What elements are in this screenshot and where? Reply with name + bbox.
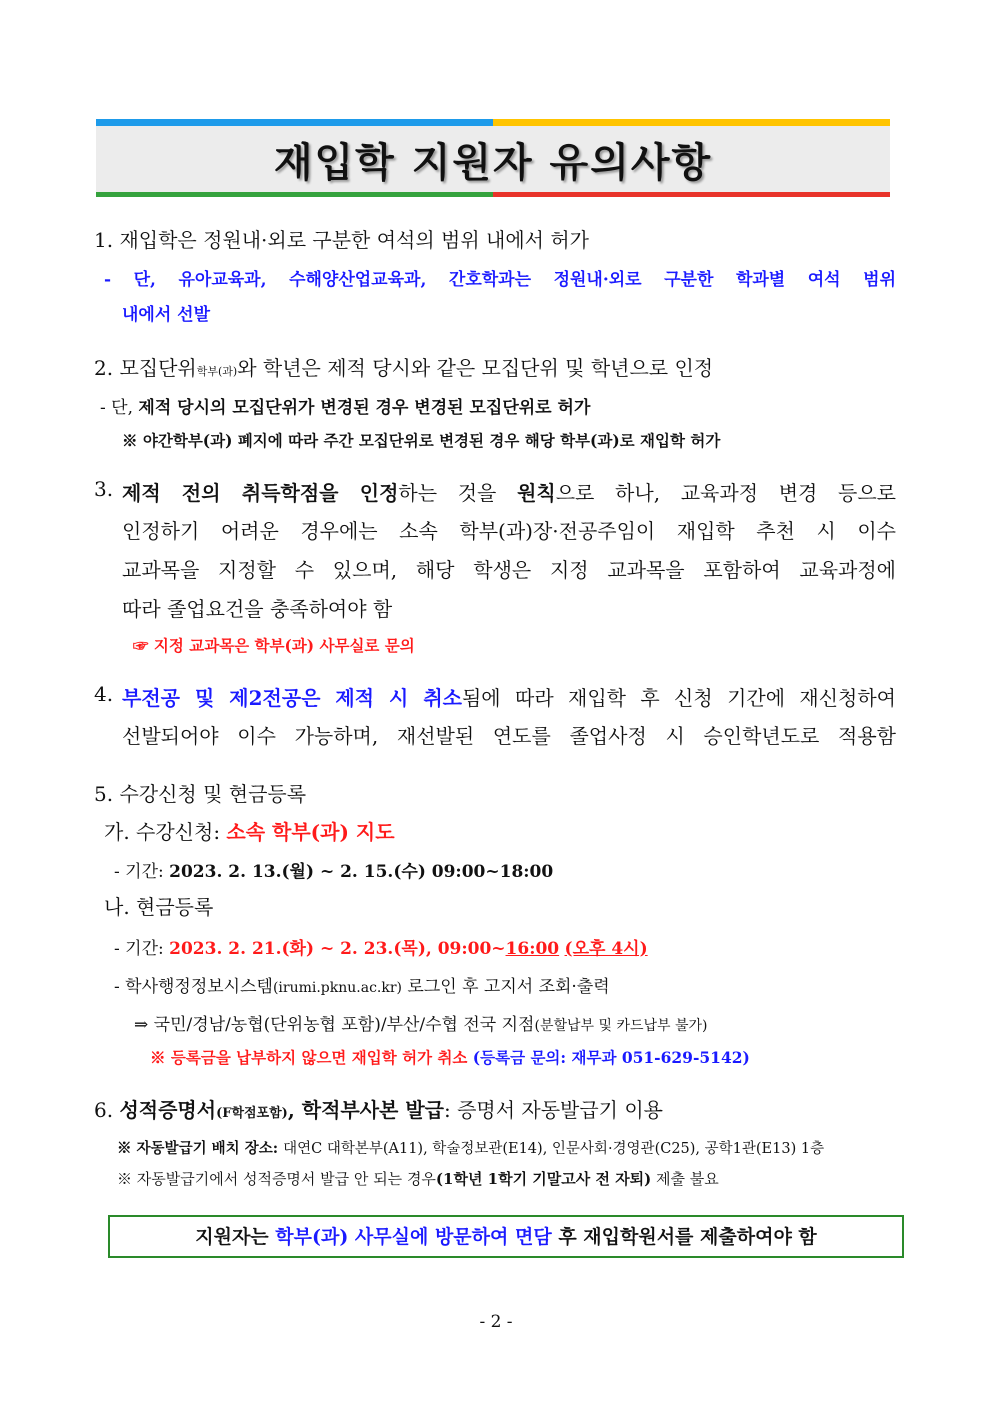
- section-3-text2: 으로 하나, 교육과정 변경 등으로: [555, 481, 896, 505]
- section-4-num: 4.: [94, 682, 114, 706]
- section-4-blue: 부전공 및 제2전공은 제적 시 취소: [122, 686, 462, 710]
- section-3-bold2: 원칙: [517, 481, 556, 505]
- section-5-heading: 5. 수강신청 및 현금등록: [94, 782, 307, 806]
- section-6-note1: [117, 1137, 824, 1158]
- section-5-na-period-a: 2023. 2. 21.(화) ~ 2. 23.(목), 09:00~: [169, 939, 506, 959]
- section-6-bold2: , 학적부사본 발급: [287, 1098, 444, 1122]
- section-5-na-period-label: - 기간:: [114, 939, 170, 959]
- section-4-line2: 선발되어야 이수 가능하며, 재선발된 연도를 졸업사정 시 승인학년도로 적용함: [122, 724, 896, 748]
- section-4-text1: 됨에 따라 재입학 후 신청 기간에 재신청하여: [461, 686, 896, 710]
- accent-bar-yellow: [493, 119, 890, 126]
- section-6-note1-text: 대연C 대학본부(A11), 학술정보관(E14), 인문사회·경영관(C25), 공학1관(E13) 1층: [283, 1141, 825, 1157]
- section-3-line4: 따라 졸업요건을 충족하여야 함: [122, 597, 393, 621]
- section-3-bold1: 제적 전의 취득학점을 인정: [122, 481, 399, 505]
- section-5-ga-period: [114, 857, 553, 882]
- page-title: 재입학 지원자 유의사항: [273, 140, 713, 186]
- section-5-banks-a: ⇒ 국민/경남/농협(단위농협 포함)/부산/수협 전국 지점: [134, 1015, 535, 1035]
- section-3-text1: 하는 것을: [398, 481, 518, 505]
- section-1-heading: 1. 재입학은 정원내·외로 구분한 여석의 범위 내에서 허가: [94, 228, 589, 252]
- section-5-banks-b: (분할납부 및 카드납부 불가): [534, 1018, 708, 1034]
- page-number: - 2 -: [479, 1312, 513, 1332]
- section-5-ga-period-label: - 기간:: [114, 862, 170, 882]
- section-6-note2-b: 제출 불요: [651, 1170, 719, 1188]
- section-6-heading: [94, 1094, 663, 1123]
- section-5-warning-red: ※ 등록금을 납부하지 않으면 재입학 허가 취소: [150, 1048, 473, 1067]
- section-5-ga-label: 가. 수강신청:: [104, 820, 227, 844]
- section-1-note-line2: 내에서 선발: [122, 305, 211, 325]
- section-3-line3: 교과목을 지정할 수 있으며, 해당 학생은 지정 교과목을 포함하여 교육과정에: [122, 558, 896, 582]
- section-6-num: 6.: [94, 1098, 120, 1122]
- section-2-note: [100, 393, 590, 418]
- section-6-note1-bold: ※ 자동발급기 배치 장소:: [117, 1140, 284, 1157]
- section-5-warning-blue: (등록금 문의: 재무과 051-629-5142): [472, 1048, 750, 1067]
- section-5-ga-period-value: 2023. 2. 13.(월) ~ 2. 15.(수) 09:00~18:00: [169, 862, 554, 882]
- section-5-na-period-b: 16:00: [505, 939, 560, 959]
- section-5-ga: [104, 816, 395, 845]
- section-1-note-line1: - 단, 유아교육과, 수해양산업교육과, 간호학과는 정원내·외로 구분한 학과별 여석 범위: [104, 270, 896, 290]
- section-4-line1: [122, 682, 896, 711]
- section-2-heading: [94, 352, 713, 381]
- section-5-na-period: [114, 934, 648, 959]
- section-6-text: : 증명서 자동발급기 이용: [443, 1098, 663, 1122]
- section-5-system-url: (irumi.pknu.ac.kr): [272, 980, 403, 996]
- section-3-line2: 인정하기 어려운 경우에는 소속 학부(과)장·전공주임이 재입학 추천 시 이수: [122, 519, 896, 543]
- section-3-num: 3.: [94, 477, 114, 501]
- section-5-warning: [150, 1046, 750, 1068]
- section-2-heading-part2: 와 학년은 제적 당시와 같은 모집단위 및 학년으로 인정: [237, 356, 714, 380]
- section-2-heading-part1: 2. 모집단위: [94, 356, 197, 380]
- section-6-small: (F학점포함): [216, 1106, 288, 1121]
- final-notice-part1: 지원자는: [195, 1226, 276, 1248]
- section-5-system: [114, 972, 610, 997]
- title-banner: [96, 119, 890, 197]
- section-6-note2: [117, 1168, 890, 1189]
- section-2-asterisk-note: ※ 야간학부(과) 폐지에 따라 주간 모집단위로 변경된 경우 해당 학부(과)로 재입학 허가: [122, 431, 721, 450]
- section-6-note2-bold: (1학년 1학기 기말고사 전 자퇴): [435, 1170, 652, 1188]
- final-notice-part2: 후 재입학원서를 제출하여야 함: [551, 1226, 817, 1248]
- section-5-system-a: - 학사행정정보시스템: [114, 977, 273, 997]
- section-5-ga-red: 소속 학부(과) 지도: [226, 820, 395, 844]
- section-5-banks: [134, 1010, 708, 1035]
- section-2-note-prefix: - 단,: [100, 398, 139, 418]
- section-3-pointer: ☞ 지정 교과목은 학부(과) 사무실로 문의: [133, 636, 415, 655]
- section-2-heading-subscript: 학부(과): [196, 365, 238, 378]
- section-6-bold1: 성적증명서: [119, 1098, 217, 1122]
- section-5-na: 나. 현금등록: [104, 895, 214, 919]
- accent-bar-red: [493, 192, 890, 197]
- section-2-note-bold: 제적 당시의 모집단위가 변경된 경우 변경된 모집단위로 허가: [138, 398, 591, 418]
- final-notice-blue: 학부(과) 사무실에 방문하여 면담: [275, 1226, 552, 1248]
- section-6-note2-a: ※ 자동발급기에서 성적증명서 발급 안 되는 경우: [117, 1170, 436, 1188]
- section-3-line1: [122, 477, 896, 506]
- section-5-na-period-d: (오후 4시): [564, 939, 648, 959]
- accent-bar-green: [96, 192, 493, 197]
- section-5-system-b: 로그인 후 고지서 조회·출력: [402, 977, 610, 997]
- accent-bar-blue: [96, 119, 493, 126]
- final-notice-box: [108, 1215, 904, 1258]
